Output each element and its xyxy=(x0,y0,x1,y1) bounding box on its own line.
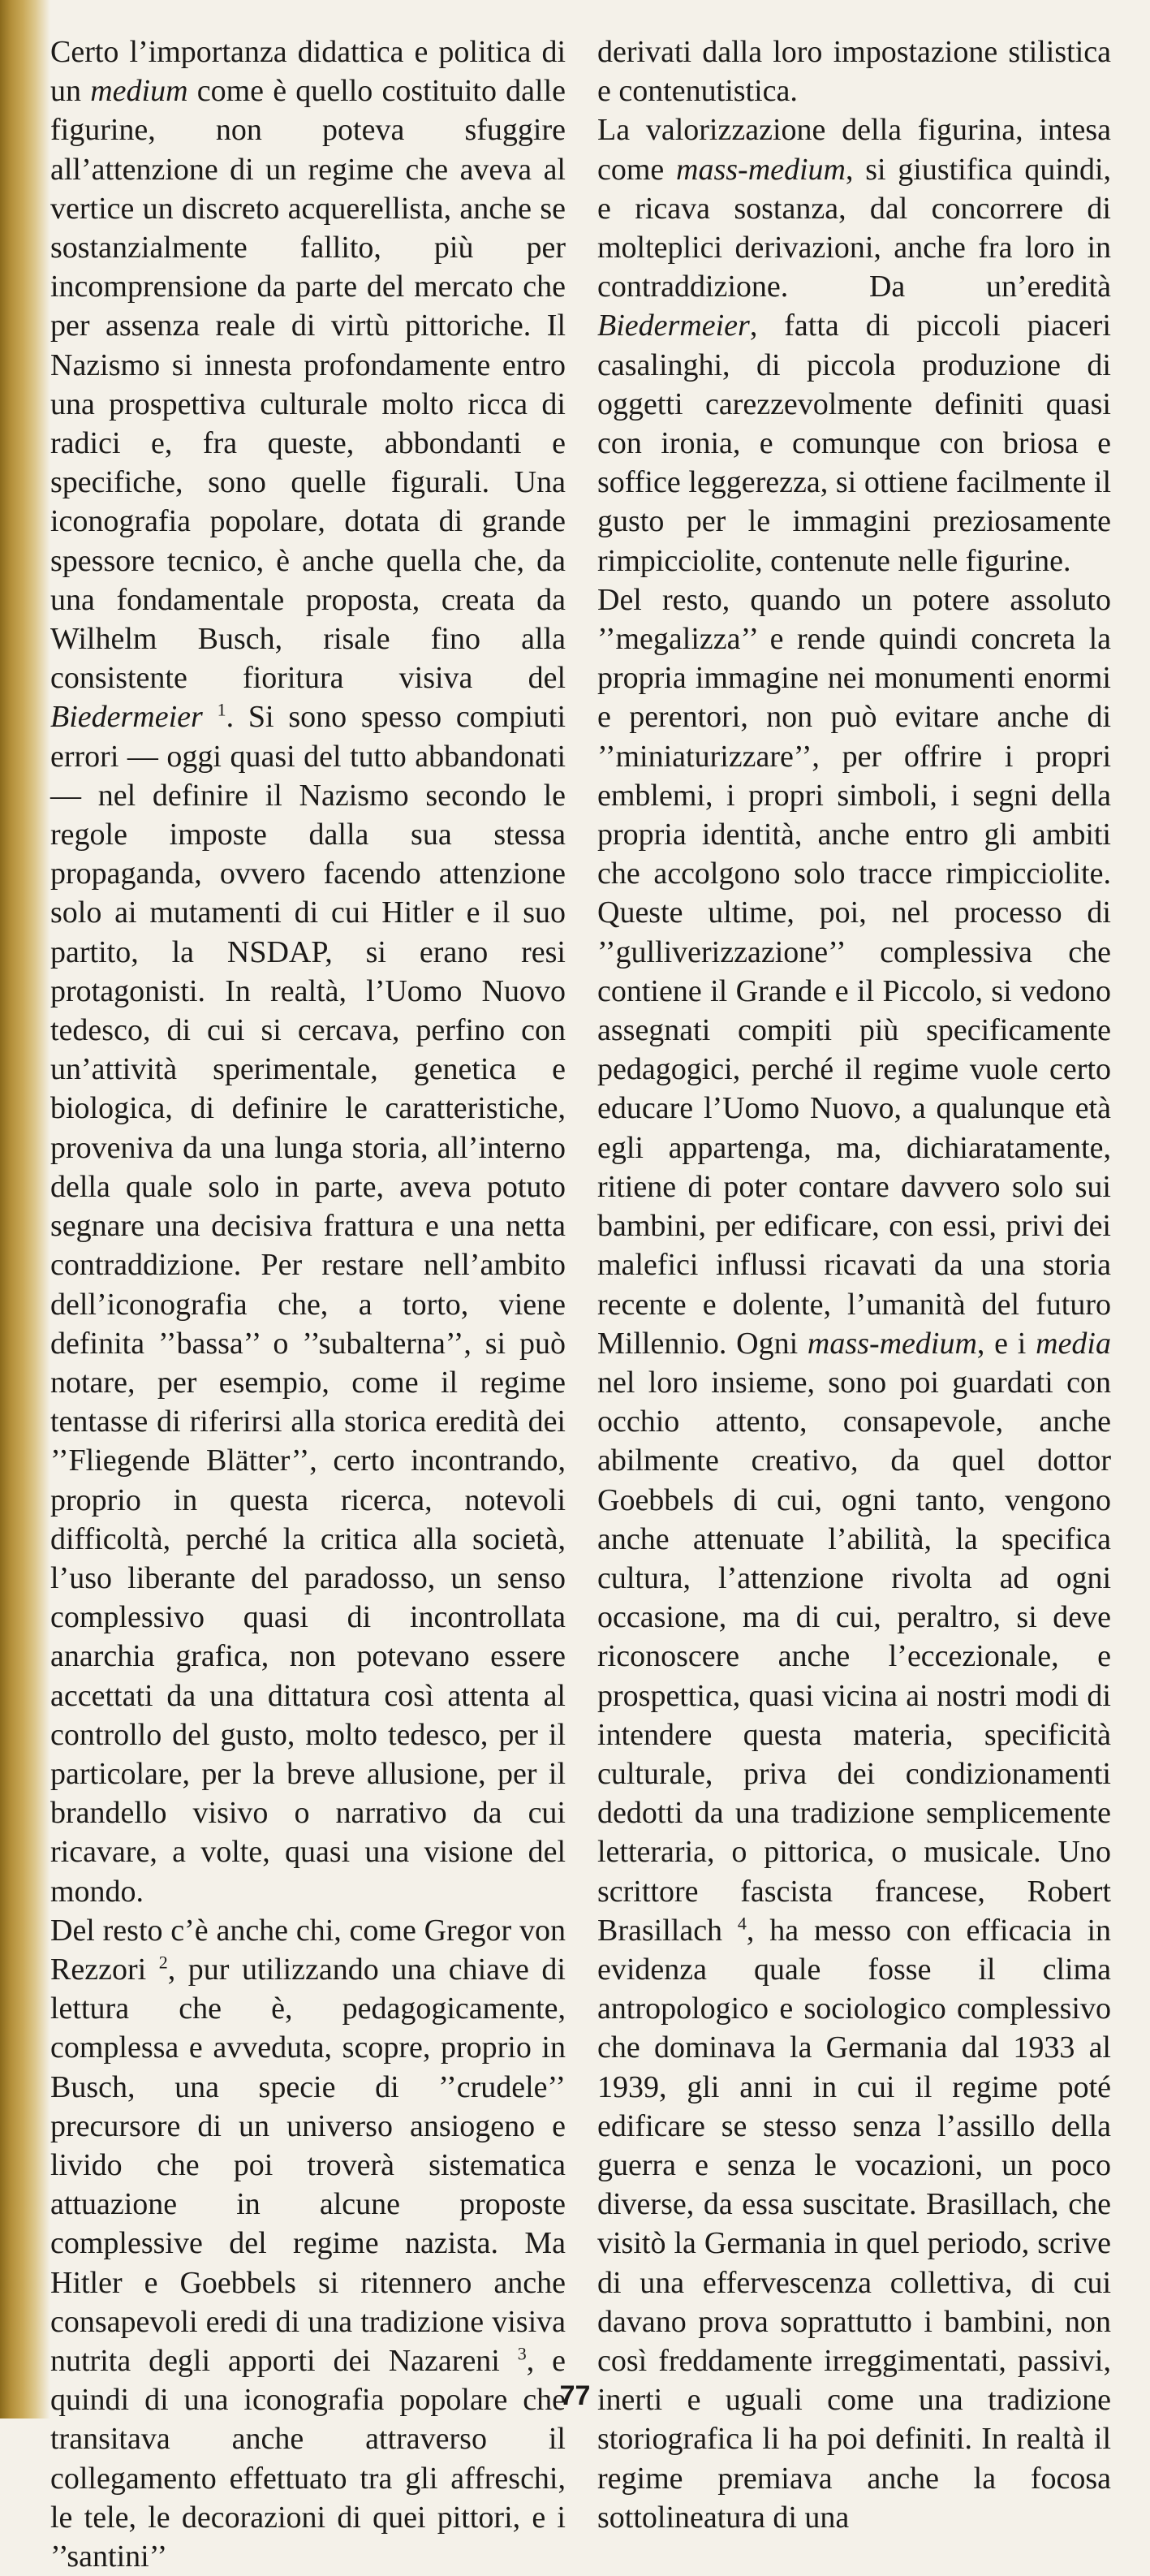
footnote-ref: 3 xyxy=(517,2343,527,2364)
italic-term: Biedermeier xyxy=(597,309,750,343)
paragraph: Certo l’importanza didattica e politica di un medium come è quello costituito dalle figurine, non poteva sfuggire all’attenzione di un regime che aveva al vertice un discreto acquerellista, anche se sostanzialmente fallito, più per incomprensione da parte del mercato che per assenza reale di virtù pittoriche. Il Nazismo si innesta profondamente entro una prospettiva culturale molto ricca di radici e, fra queste, abbondanti e specifiche, sono quelle figurali. Una iconografia popolare, dotata di grande spessore tecnico, è anche quella che, da una fondamentale proposta, creata da Wilhelm Busch, risale fino alla consistente fioritura visiva del Biedermeier $^1$. Si sono spesso compiuti errori — oggi quasi del tutto abbandonati — nel definire il Nazismo secondo le regole imposte dalla sua stessa propaganda, ovvero facendo attenzione solo ai mutamenti di cui Hitler e il suo partito, la NSDAP, si erano resi protagonisti. In realtà, l’Uomo Nuovo tedesco, di cui si cercava, perfino con un’attività sperimentale, genetica e biologica, di definire le caratteristiche, proveniva da una lunga storia, all’interno della quale solo in parte, aveva potuto segnare una decisiva frattura e una netta contraddizione. Per restare nell’ambito dell’iconografia che, a torto, viene definita ’’bassa’’ o ’’subalterna’’, si può notare, per esempio, come il regime tentasse di riferirsi alla storica eredità dei ’’Fliegende Blätter’’, certo incontrando, proprio in questa ricerca, notevoli difficoltà, perché la critica alla società, l’uso liberante del paradosso, un senso complessivo quasi di incontrollata anarchia grafica, non potevano essere accettati da una dittatura così attenta al controllo del gusto, molto tedesco, per il particolare, per la breve allusione, per il brandello visivo o narrativo da cui ricavare, a volte, quasi una visione del mondo. xyxy=(50,35,566,1909)
paragraph: Del resto, quando un potere assoluto ’’megalizza’’ e rende quindi concreta la propria immagine nei monumenti enormi e perentori, non può evitare anche di ’’miniaturizzare’’, per offrire i propri emblemi, i propri simboli, i segni della propria identità, anche entro gli ambiti che accolgono solo tracce rimpicciolite. Queste ultime, poi, nel processo di ’’gulliverizzazione’’ complessiva che contiene il Grande e il Piccolo, si vedono assegnati compiti più specificamente pedagogici, perché il regime vuole certo educare l’Uomo Nuovo, a qualunque età egli appartenga, ma, dichiaratamente, ritiene di poter contare davvero solo sui bambini, per edificare, con essi, privi dei malefici influssi ricavati da una storia recente e dolente, l’umanità del futuro Millennio. Ogni mass-medium, e i media nel loro insieme, sono poi guardati con occhio attento, consapevole, anche abilmente creativo, da quel dottor Goebbels di cui, ogni tanto, vengono anche attenuate l’abilità, la specifica cultura, l’attenzione rivolta ad ogni occasione, ma di cui, peraltro, si deve riconoscere anche l’eccezionale, e prospettica, quasi vicina ai nostri modi di intendere questa materia, specificità culturale, priva dei condizionamenti dedotti da una tradizione semplicemente letteraria, o pittorica, o musicale. Uno scrittore fascista francese, Robert Brasillach $^4$, ha messo con efficacia in evidenza quale fosse il clima antropologico e sociologico complessivo che dominava la Germania dal 1933 al 1939, gli anni in cui il regime poté edificare se stesso senza l’assillo della guerra e senza le vocazioni, un poco diverse, da essa suscitate. Brasillach, che visitò la Germania in quel periodo, scrive di una effervescenza collettiva, di cui davano prova soprattutto i bambini, non così freddamente irreggimentati, passivi, inerti e uguali come una tradizione storiografica li ha poi definiti. In realtà il regime premiava anche la focosa sottolineatura di una xyxy=(597,582,1111,2535)
text-column-right xyxy=(597,32,1111,2537)
text-column-left xyxy=(50,32,566,2576)
paragraph: Del resto c’è anche chi, come Gregor von Rezzori $^2$, pur utilizzando una chiave di lettura che è, pedagogicamente, complessa e avveduta, scopre, proprio in Busch, una specie di ’’crudele’’ precursore di un universo ansiogeno e livido che poi troverà sistematica attuazione in alcune proposte complessive del regime nazista. Ma Hitler e Goebbels si ritennero anche consapevoli eredi di una tradizione visiva nutrita degli apporti dei Nazareni $^3$, e quindi di una iconografia popolare che transitava anche attraverso il collegamento effettuato tra gli affreschi, le tele, le decorazioni di quei pittori, e i ’’santini’’ xyxy=(50,1913,566,2574)
footnote-ref: 1 xyxy=(217,699,226,720)
book-spine-shadow xyxy=(0,0,50,2419)
paragraph: derivati dalla loro impostazione stilistica e contenutistica. xyxy=(597,35,1111,109)
italic-term: mass-medium xyxy=(807,1326,977,1361)
italic-term: mass-medium xyxy=(676,152,846,187)
footnote-ref: 4 xyxy=(737,1913,747,1934)
footnote-ref: 2 xyxy=(158,1952,168,1973)
italic-term: media xyxy=(1036,1326,1111,1361)
paragraph: La valorizzazione della figurina, intesa come mass-medium, si giustifica quindi, e ricava sostanza, dal concorrere di molteplici derivazioni, anche fra loro in contraddizione. Da un’eredità Biedermeier, fatta di piccoli piaceri casalinghi, di piccola produzione di oggetti carezzevolmente definiti quasi con ironia, e comunque con briosa e soffice leggerezza, si ottiene facilmente il gusto per le immagini preziosamente rimpicciolite, contenute nelle figurine. xyxy=(597,113,1111,578)
italic-term: Biedermeier xyxy=(50,700,203,735)
page-number: 77 xyxy=(559,2380,591,2411)
italic-term: medium xyxy=(90,74,188,109)
